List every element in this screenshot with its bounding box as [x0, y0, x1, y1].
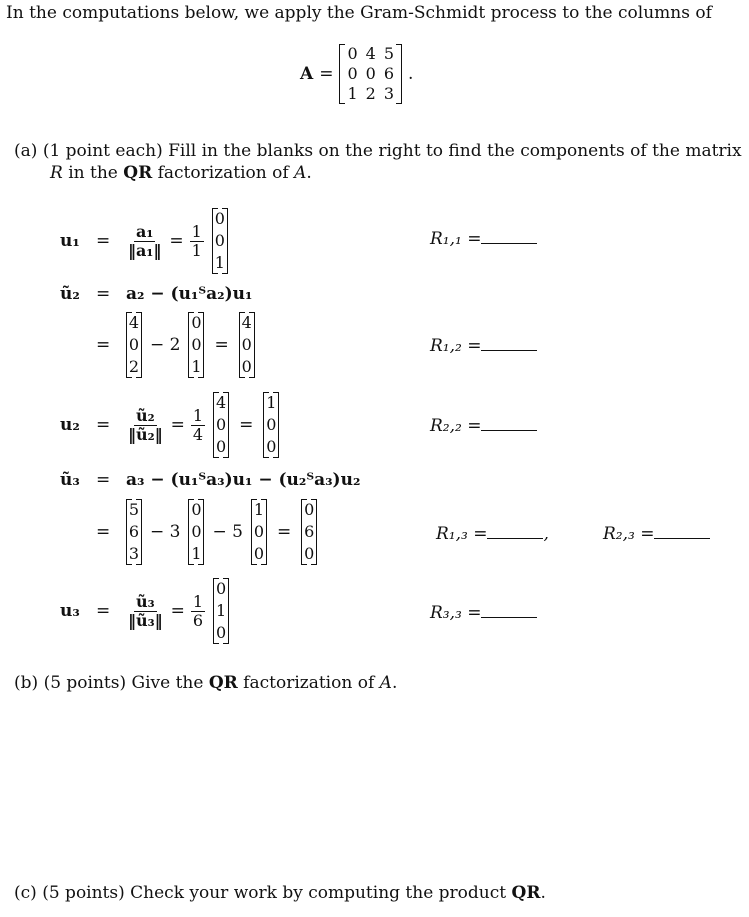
- vector-entry: 0: [241, 357, 252, 376]
- u3-fraction: [126, 593, 165, 630]
- equals-sign: =: [96, 522, 111, 542]
- vector-entry: 0: [214, 231, 225, 250]
- equals-sign: =: [170, 415, 185, 435]
- u1-fraction: [126, 223, 163, 260]
- matrix-cell: 0: [347, 44, 358, 63]
- vector-entry: 0: [266, 415, 277, 434]
- answer-line[interactable]: [487, 524, 543, 539]
- answer-line[interactable]: [654, 524, 710, 539]
- part-b-marker: (b): [14, 673, 39, 693]
- ut3-expression: a₃ − (u₁ᵀa₃)u₁ − (u₂ᵀa₃)u₂: [126, 470, 361, 490]
- u3-scalar: [191, 593, 205, 630]
- vector-entry: 0: [304, 500, 315, 519]
- equals-sign: =: [170, 601, 185, 621]
- part-b-text: (5 points) Give the: [43, 673, 209, 693]
- vector-entry: 4: [241, 313, 252, 332]
- equals-sign: =: [96, 415, 111, 435]
- fraction-numerator: 1: [192, 591, 204, 611]
- vector-entry: 0: [304, 544, 315, 563]
- equals-sign: =: [96, 231, 111, 251]
- vector-entry: 0: [191, 313, 202, 332]
- blank-r12[interactable]: [430, 336, 537, 356]
- answer-line[interactable]: [481, 229, 537, 244]
- fraction-numerator: 1: [192, 405, 204, 425]
- part-a-R: R: [50, 163, 63, 183]
- vector-entry: 0: [128, 335, 140, 354]
- equals-sign: =: [96, 284, 111, 304]
- vector-entry: 0: [215, 437, 227, 456]
- ut3-vector-u1: [188, 499, 204, 565]
- ut3-vector-u2: [251, 499, 267, 565]
- vector-entry: 4: [215, 393, 227, 412]
- equals-sign: =: [96, 335, 111, 355]
- matrix-cell: 6: [383, 64, 395, 83]
- matrix-cell: 3: [383, 84, 395, 103]
- vector-entry: 0: [253, 544, 265, 563]
- coefficient: − 3: [150, 522, 181, 542]
- vector-entry: 1: [215, 601, 227, 620]
- vector-entry: 0: [191, 500, 202, 519]
- part-c-marker: (c): [14, 883, 37, 903]
- ut3-expr-row: [60, 470, 360, 490]
- ut2-result: [239, 312, 255, 378]
- ut2-expression: a₂ − (u₁ᵀa₂)u₁: [126, 284, 253, 304]
- matrix-a-label: A: [300, 64, 314, 84]
- fraction-numerator: a₁: [136, 221, 154, 241]
- vector-entry: 6: [128, 522, 140, 541]
- vector-entry: 3: [128, 544, 140, 563]
- vector-entry: 2: [128, 357, 140, 376]
- ut2-calc-row: [96, 312, 255, 378]
- part-a-line1: [14, 141, 742, 161]
- coefficient: − 2: [150, 335, 181, 355]
- answer-line[interactable]: [481, 416, 537, 431]
- blank-r23-label: R₂,₃ =: [603, 524, 655, 544]
- fraction-denominator: 6: [192, 610, 204, 630]
- matrix-a-period: .: [408, 64, 414, 84]
- vector-entry: 0: [215, 415, 227, 434]
- equals-sign: =: [96, 470, 111, 490]
- vector-entry: 1: [191, 357, 202, 376]
- blank-r22[interactable]: [430, 416, 537, 436]
- u1-label: u₁: [60, 231, 80, 251]
- fraction-numerator: ũ₃: [136, 591, 155, 611]
- u3-vector: [213, 578, 229, 644]
- vector-entry: 0: [214, 209, 225, 228]
- blank-r13[interactable]: [436, 524, 549, 544]
- ut3-vector-a3: [126, 499, 142, 565]
- fraction-denominator: 4: [192, 424, 204, 444]
- part-b: [14, 673, 397, 693]
- blank-r13-label: R₁,₃ =: [436, 524, 488, 544]
- fraction-denominator: ‖ũ₃‖: [128, 610, 163, 630]
- matrix-cell: 0: [347, 64, 358, 83]
- equals-sign: =: [96, 601, 111, 621]
- u2-row: [60, 392, 279, 458]
- fraction-denominator: ‖ũ₂‖: [128, 424, 163, 444]
- part-c-QR: QR: [511, 883, 541, 903]
- u2-result: [263, 392, 279, 458]
- blank-r23[interactable]: [603, 524, 710, 544]
- blank-separator: ,: [543, 524, 549, 544]
- u2-label: u₂: [60, 415, 80, 435]
- u1-scalar: [190, 223, 204, 260]
- blank-r22-label: R₂,₂ =: [430, 416, 482, 436]
- part-c: [14, 883, 546, 903]
- vector-entry: 1: [266, 393, 277, 412]
- u2-vector: [213, 392, 229, 458]
- vector-entry: 0: [266, 437, 277, 456]
- part-a-A: A: [294, 163, 307, 183]
- part-b-rest: factorization of: [237, 673, 380, 693]
- part-c-text: (5 points) Check your work by computing the product: [42, 883, 512, 903]
- part-a-mid: in the: [62, 163, 124, 183]
- fraction-denominator: 1: [191, 240, 202, 260]
- fraction-denominator: ‖a₁‖: [128, 240, 162, 260]
- matrix-cell: 2: [365, 84, 376, 103]
- blank-r12-label: R₁,₂ =: [430, 336, 482, 356]
- equals-sign: =: [239, 415, 254, 435]
- matrix-a: [300, 44, 413, 104]
- part-a-end: .: [306, 163, 312, 183]
- ut2-expr-row: [60, 284, 252, 304]
- vector-entry: 0: [215, 623, 227, 642]
- ut3-calc-row: [96, 497, 317, 567]
- u3-row: [60, 576, 229, 646]
- matrix-cell: 4: [365, 44, 376, 63]
- equals-sign: =: [214, 335, 229, 355]
- part-a-marker: (a): [14, 141, 38, 161]
- matrix-cell: 5: [383, 44, 395, 63]
- part-a-line2: [50, 163, 312, 183]
- matrix-cell: 0: [365, 64, 376, 83]
- equals-sign: =: [276, 522, 292, 542]
- part-a-QR: QR: [123, 163, 153, 183]
- vector-entry: 5: [128, 500, 140, 519]
- part-b-A: A: [379, 673, 392, 693]
- vector-entry: 1: [253, 500, 265, 519]
- vector-entry: 0: [253, 522, 265, 541]
- u1-vector: [212, 208, 228, 274]
- part-a-rest: factorization of: [152, 163, 295, 183]
- part-b-end: .: [391, 673, 398, 693]
- vector-entry: 0: [191, 335, 202, 354]
- equals-sign: =: [319, 64, 334, 84]
- u2-scalar: [191, 407, 205, 444]
- ut3-label: ũ₃: [60, 470, 80, 490]
- fraction-numerator: ũ₂: [136, 405, 155, 425]
- part-c-end: .: [540, 883, 546, 903]
- u1-row: [60, 208, 228, 274]
- vector-entry: 0: [191, 522, 202, 541]
- ut2-vector-u1: [188, 312, 204, 378]
- matrix-a-brackets: [339, 44, 402, 104]
- u2-fraction: [126, 407, 165, 444]
- equals-sign: =: [169, 231, 184, 251]
- blank-r11[interactable]: [430, 229, 537, 249]
- part-a-text1: (1 point each) Fill in the blanks on the right to find the components of the matrix: [42, 141, 742, 161]
- coefficient: − 5: [212, 522, 243, 542]
- matrix-cell: 1: [347, 84, 358, 103]
- ut3-result: [301, 499, 317, 565]
- part-b-QR: QR: [208, 673, 238, 693]
- fraction-numerator: 1: [191, 221, 202, 241]
- vector-entry: 0: [241, 335, 252, 354]
- blank-r33-label: R₃,₃ =: [430, 603, 482, 623]
- blank-r33[interactable]: [430, 603, 537, 623]
- vector-entry: 1: [191, 544, 202, 563]
- vector-entry: 0: [215, 579, 227, 598]
- vector-entry: 1: [214, 253, 225, 272]
- blank-r11-label: R₁,₁ =: [430, 229, 482, 249]
- answer-line[interactable]: [481, 603, 537, 618]
- vector-entry: 6: [304, 522, 315, 541]
- vector-entry: 4: [128, 313, 140, 332]
- ut2-vector-a2: [126, 312, 142, 378]
- answer-line[interactable]: [481, 336, 537, 351]
- ut2-label: ũ₂: [60, 284, 80, 304]
- u3-label: u₃: [60, 601, 80, 621]
- intro-text: In the computations below, we apply the Gram-Schmidt process to the columns of: [6, 3, 712, 23]
